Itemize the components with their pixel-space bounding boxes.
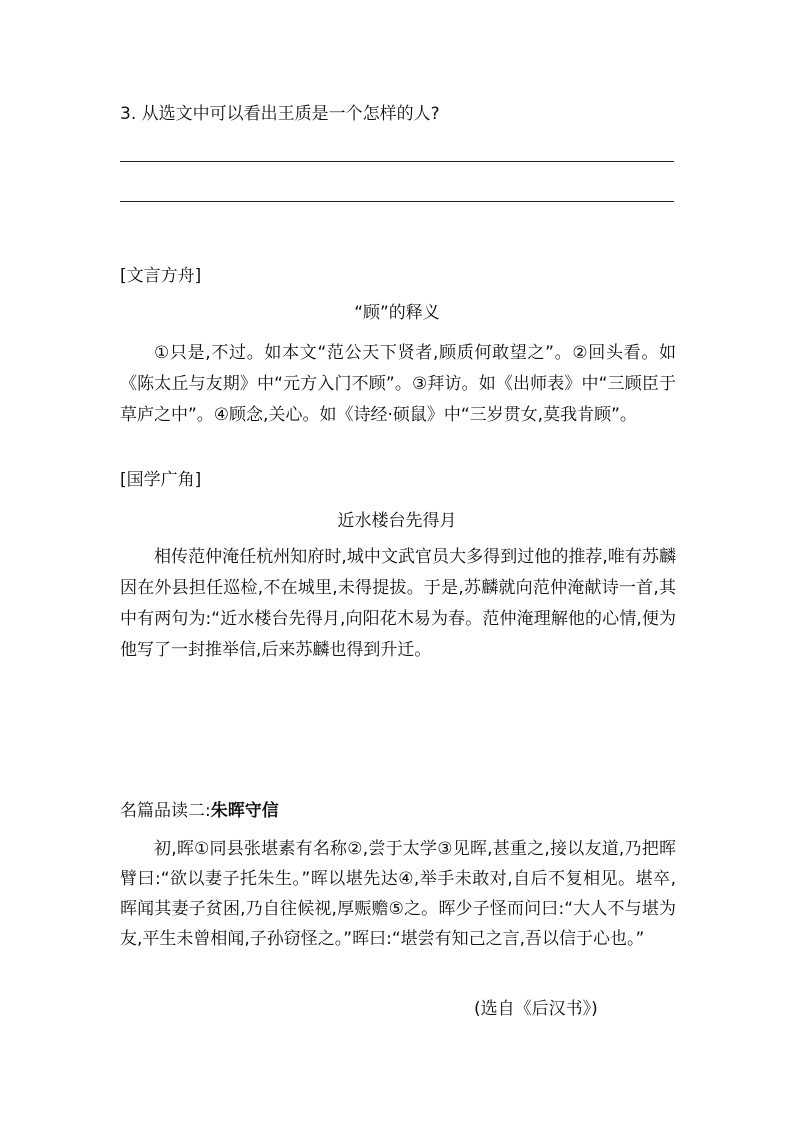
section-label-guoxue: [国学广角] [120,470,202,490]
answer-line [120,201,674,202]
reading-2-prefix: 名篇品读二: [120,801,211,821]
section-label-wenyan: [文言方舟] [120,266,202,286]
question-3: 3. 从选文中可以看出王质是一个怎样的人? [120,104,440,124]
reading-2-title: 朱晖守信 [210,801,279,821]
guoxue-story-paragraph: 相传范仲淹任杭州知府时,城中文武官员大多得到过他的推荐,唯有苏麟因在外县担任巡检,不在城里,未得提拔。于是,苏麟就向范仲淹献诗一首,其中有两句为:“近水楼台先得月,向阳花木易为春。范仲淹理解他的心情,便为他写了一封推举信,后来苏麟也得到升迁。 [120,547,676,660]
gu-meaning-paragraph: ①只是,不过。如本文“范公天下贤者,顾质何敢望之”。②回头看。如《陈太丘与友期》中“元方入门不顾”。③拜访。如《出师表》中“三顾臣于草庐之中”。④顾念,关心。如《诗经·硕鼠》中“三岁贯女,莫我肯顾”。 [120,343,676,425]
reading-2-heading [120,798,279,824]
section-title-gu-meaning: “顾”的释义 [354,303,440,323]
source-citation: (选自《后汉书》) [474,999,598,1019]
answer-line [120,161,674,162]
section-title-guoxue-story: 近水楼台先得月 [337,511,457,531]
reading-2-paragraph: 初,晖①同县张堪素有名称②,尝于太学③见晖,甚重之,接以友道,乃把晖臂曰:“欲以妻子托朱生。”晖以堪先达④,举手未敢对,自后不复相见。堪卒,晖闻其妻子贫困,乃自往候视,厚赈赡⑤之。晖少子怪而问曰:“大人不与堪为友,平生未曾相闻,子孙窃怪之。”晖曰:“堪尝有知己之言,吾以信于心也。” [120,839,676,949]
